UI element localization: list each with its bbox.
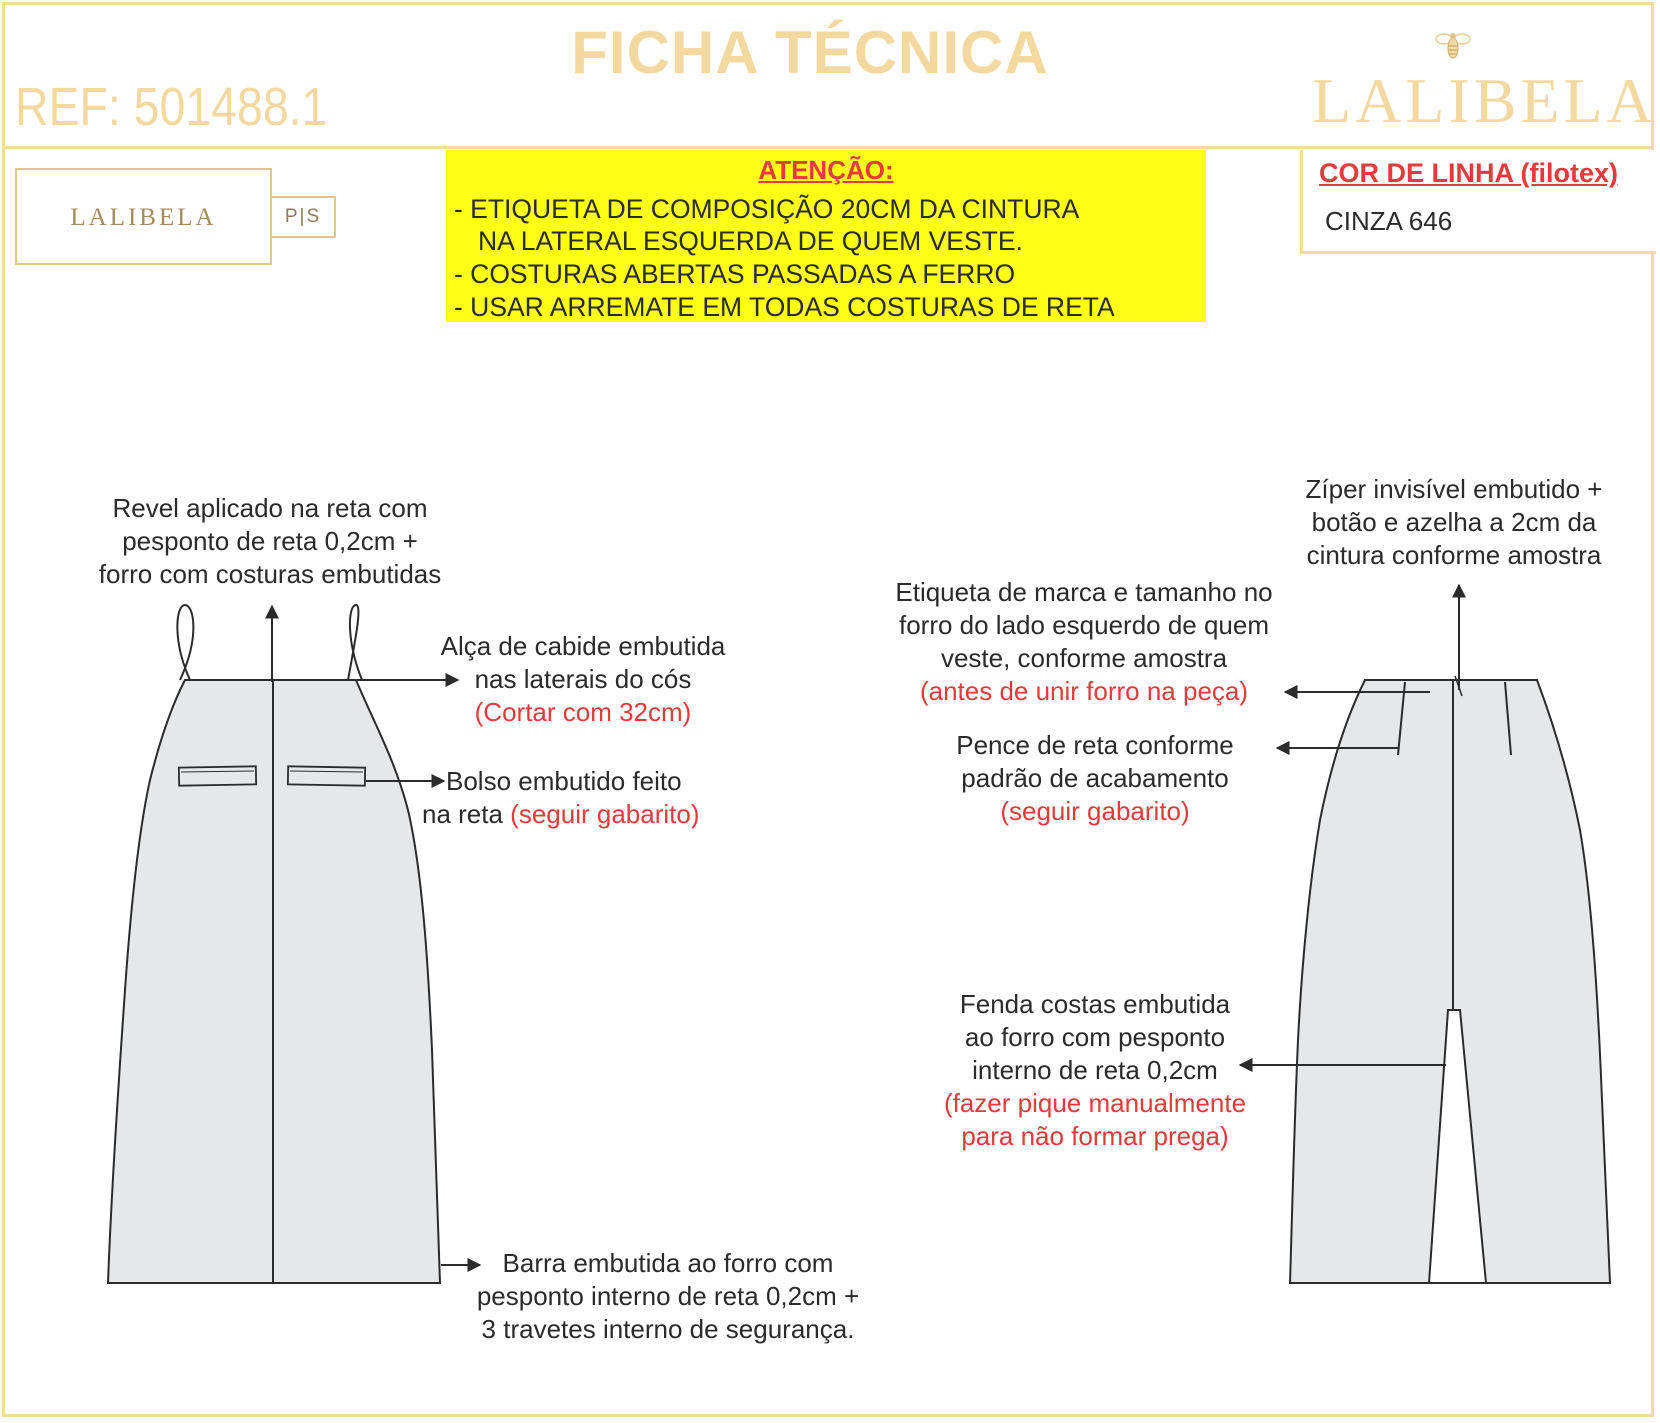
note-etiqueta: Etiqueta de marca e tamanho no forro do lado esquerdo de quem veste, conforme amostra (antes de unir forro na peça) xyxy=(895,577,1273,706)
attention-title: ATENÇÃO: xyxy=(758,155,894,185)
reference-code: REF: 501488.1 xyxy=(15,77,328,137)
note-bolso: Bolso embutido feito na reta (seguir gabarito) xyxy=(422,766,700,829)
front-skirt xyxy=(108,605,440,1283)
thread-color-title: COR DE LINHA (filotex) xyxy=(1319,158,1618,188)
note-fenda: Fenda costas embutida ao forro com pesponto interno de reta 0,2cm (fazer pique manualmente para não formar prega) xyxy=(943,989,1247,1151)
attention-line: NA LATERAL ESQUERDA DE QUEM VESTE. xyxy=(478,226,1023,256)
note-pence: Pence de reta conforme padrão de acabamento (seguir gabarito) xyxy=(956,730,1234,826)
note-alca: Alça de cabide embutida nas laterais do cós (Cortar com 32cm) xyxy=(440,631,726,727)
page-title: FICHA TÉCNICA xyxy=(571,19,1049,86)
note-barra: Barra embutida ao forro com pesponto interno de reta 0,2cm + 3 travetes interno de segurança. xyxy=(476,1248,860,1344)
note-revel: Revel aplicado na reta com pesponto de reta 0,2cm + forro com costuras embutidas xyxy=(98,493,442,589)
back-skirt xyxy=(1290,676,1610,1283)
note-ziper: Zíper invisível embutido + botão e azelha a 2cm da cintura conforme amostra xyxy=(1305,474,1603,570)
brand-wordmark: LALIBELA xyxy=(1312,65,1657,136)
attention-line: - COSTURAS ABERTAS PASSADAS A FERRO xyxy=(454,259,1016,289)
label-brand-text: LALIBELA xyxy=(70,204,217,231)
attention-line: - USAR ARREMATE EM TODAS COSTURAS DE RETA xyxy=(454,292,1115,322)
attention-line: - ETIQUETA DE COMPOSIÇÃO 20CM DA CINTURA xyxy=(454,194,1080,224)
size-tab-label: P|S xyxy=(270,196,336,238)
thread-color-value: CINZA 646 xyxy=(1325,206,1453,236)
